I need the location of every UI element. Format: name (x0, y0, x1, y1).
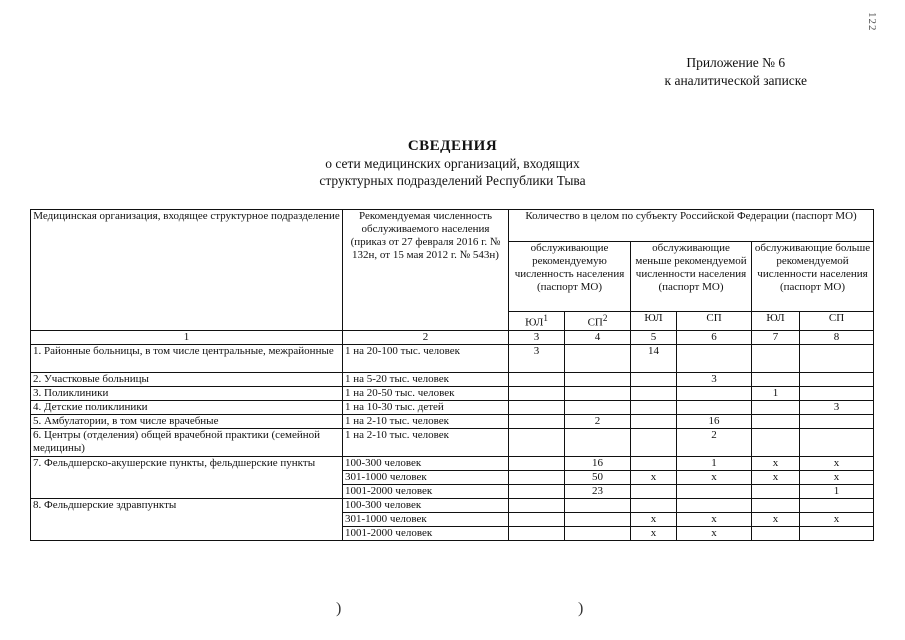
table-row (31, 428, 874, 456)
row-value-col-7 (752, 428, 800, 456)
row-value-col-3 (509, 414, 565, 428)
subrow-value-col-5 (631, 456, 677, 470)
row-value-col-6 (677, 386, 752, 400)
subrow-value-col-3 (509, 484, 565, 498)
header-yul-c: ЮЛ (752, 312, 800, 331)
subrow-value-col-5: x (631, 526, 677, 540)
subrow-value-col-5: x (631, 470, 677, 484)
subrow-value-col-6: 1 (677, 456, 752, 470)
header-total-by-region: Количество в целом по субъекту Российской Федерации (паспорт МО) (509, 210, 874, 242)
row-value-col-6: 16 (677, 414, 752, 428)
group-organization-name: 8. Фельдшерские здравпункты (31, 498, 343, 540)
row-value-col-3 (509, 428, 565, 456)
table-row (31, 414, 874, 428)
subrow-value-col-7 (752, 526, 800, 540)
subrow-recommended-population: 301-1000 человек (343, 470, 509, 484)
document-subtitle-line-2: структурных подразделений Республики Тыва (319, 173, 586, 188)
subrow-value-col-7: x (752, 470, 800, 484)
subrow-value-col-6 (677, 498, 752, 512)
subrow-value-col-4 (565, 498, 631, 512)
table-row (31, 344, 874, 372)
subrow-value-col-3 (509, 470, 565, 484)
row-recommended-population: 1 на 10-30 тыс. детей (343, 400, 509, 414)
appendix-note (665, 54, 807, 90)
subrow-value-col-3 (509, 512, 565, 526)
subrow-value-col-7: x (752, 456, 800, 470)
header-recommended-population: Рекомендуемая численность обслуживаемого населения (приказ от 27 февраля 2016 г. № 132н, от 15 мая 2012 г. № 543н) (343, 210, 509, 331)
subrow-value-col-7 (752, 498, 800, 512)
row-recommended-population: 1 на 2-10 тыс. человек (343, 414, 509, 428)
row-organization-name: 3. Поликлиники (31, 386, 343, 400)
subrow-value-col-5 (631, 484, 677, 498)
subrow-recommended-population: 100-300 человек (343, 498, 509, 512)
column-number-2: 2 (343, 330, 509, 344)
row-value-col-3 (509, 400, 565, 414)
table-row (31, 400, 874, 414)
column-number-7: 7 (752, 330, 800, 344)
row-value-col-5: 14 (631, 344, 677, 372)
document-heading (0, 138, 905, 189)
header-yul-b: ЮЛ (631, 312, 677, 331)
row-value-col-4 (565, 428, 631, 456)
subrow-recommended-population: 301-1000 человек (343, 512, 509, 526)
row-value-col-8 (800, 414, 874, 428)
row-value-col-7 (752, 372, 800, 386)
row-value-col-8 (800, 372, 874, 386)
row-value-col-6: 3 (677, 372, 752, 386)
row-value-col-3: 3 (509, 344, 565, 372)
document-title: СВЕДЕНИЯ (407, 138, 498, 154)
subrow-value-col-3 (509, 498, 565, 512)
row-value-col-8 (800, 386, 874, 400)
row-value-col-5 (631, 372, 677, 386)
subrow-recommended-population: 1001-2000 человек (343, 484, 509, 498)
row-value-col-7 (752, 414, 800, 428)
subrow-value-col-7 (752, 484, 800, 498)
subrow-value-col-6 (677, 484, 752, 498)
header-group-recommended: обслуживающие рекомендуемую численность населения (паспорт МО) (509, 242, 631, 312)
table-row (31, 498, 874, 512)
row-recommended-population: 1 на 2-10 тыс. человек (343, 428, 509, 456)
footer-mark-right: ) (578, 600, 584, 617)
subrow-value-col-4: 23 (565, 484, 631, 498)
row-organization-name: 1. Районные больницы, в том числе центральные, межрайонные (31, 344, 343, 372)
column-number-1: 1 (31, 330, 343, 344)
row-recommended-population: 1 на 20-100 тыс. человек (343, 344, 509, 372)
column-number-8: 8 (800, 330, 874, 344)
subrow-value-col-6: x (677, 526, 752, 540)
row-value-col-4: 2 (565, 414, 631, 428)
row-organization-name: 4. Детские поликлиники (31, 400, 343, 414)
subrow-value-col-4 (565, 512, 631, 526)
row-value-col-3 (509, 386, 565, 400)
document-subtitle-line-1: о сети медицинских организаций, входящих (325, 156, 580, 171)
row-value-col-5 (631, 428, 677, 456)
subrow-value-col-5 (631, 498, 677, 512)
table-row (31, 386, 874, 400)
row-value-col-5 (631, 414, 677, 428)
row-value-col-8 (800, 344, 874, 372)
subrow-value-col-5: x (631, 512, 677, 526)
row-recommended-population: 1 на 5-20 тыс. человек (343, 372, 509, 386)
row-value-col-5 (631, 386, 677, 400)
subrow-value-col-8 (800, 526, 874, 540)
header-sp-a: $СП^2$ (565, 312, 631, 331)
subrow-value-col-7: x (752, 512, 800, 526)
appendix-line-1: Приложение № 6 (686, 55, 786, 70)
header-yul-a: $ЮЛ^1$ (509, 312, 565, 331)
subrow-value-col-8: x (800, 456, 874, 470)
subrow-value-col-8: x (800, 512, 874, 526)
row-value-col-7 (752, 344, 800, 372)
medical-network-table (30, 209, 874, 541)
row-value-col-5 (631, 400, 677, 414)
page-number: 122 (866, 12, 878, 32)
row-organization-name: 5. Амбулатории, в том числе врачебные (31, 414, 343, 428)
table-row (31, 372, 874, 386)
column-number-5: 5 (631, 330, 677, 344)
subrow-value-col-3 (509, 456, 565, 470)
row-organization-name: 6. Центры (отделения) общей врачебной практики (семейной медицины) (31, 428, 343, 456)
subrow-value-col-8: 1 (800, 484, 874, 498)
row-value-col-8: 3 (800, 400, 874, 414)
subrow-value-col-6: x (677, 512, 752, 526)
header-group-more: обслуживающие больше рекомендуемой численности населения (паспорт МО) (752, 242, 874, 312)
row-value-col-4 (565, 400, 631, 414)
subrow-value-col-6: x (677, 470, 752, 484)
column-number-6: 6 (677, 330, 752, 344)
header-group-less: обслуживающие меньше рекомендуемой численности населения (паспорт МО) (631, 242, 752, 312)
column-number-4: 4 (565, 330, 631, 344)
row-value-col-6: 2 (677, 428, 752, 456)
subrow-value-col-4: 50 (565, 470, 631, 484)
row-value-col-6 (677, 400, 752, 414)
row-value-col-4 (565, 372, 631, 386)
subrow-value-col-4: 16 (565, 456, 631, 470)
header-sp-b: СП (677, 312, 752, 331)
table-row (31, 456, 874, 470)
subrow-recommended-population: 1001-2000 человек (343, 526, 509, 540)
subrow-value-col-4 (565, 526, 631, 540)
subrow-value-col-8 (800, 498, 874, 512)
subrow-value-col-8: x (800, 470, 874, 484)
row-value-col-7: 1 (752, 386, 800, 400)
appendix-line-2: к аналитической записке (664, 73, 807, 88)
row-value-col-4 (565, 386, 631, 400)
row-value-col-4 (565, 344, 631, 372)
subrow-recommended-population: 100-300 человек (343, 456, 509, 470)
header-organization: Медицинская организация, входящее структурное подразделение (31, 210, 343, 331)
row-value-col-3 (509, 372, 565, 386)
row-value-col-7 (752, 400, 800, 414)
subrow-value-col-3 (509, 526, 565, 540)
row-recommended-population: 1 на 20-50 тыс. человек (343, 386, 509, 400)
group-organization-name: 7. Фельдшерско-акушерские пункты, фельдшерские пункты (31, 456, 343, 498)
row-value-col-8 (800, 428, 874, 456)
row-value-col-6 (677, 344, 752, 372)
column-number-3: 3 (509, 330, 565, 344)
footer-mark-left: ) (336, 600, 342, 617)
row-organization-name: 2. Участковые больницы (31, 372, 343, 386)
header-sp-c: СП (800, 312, 874, 331)
